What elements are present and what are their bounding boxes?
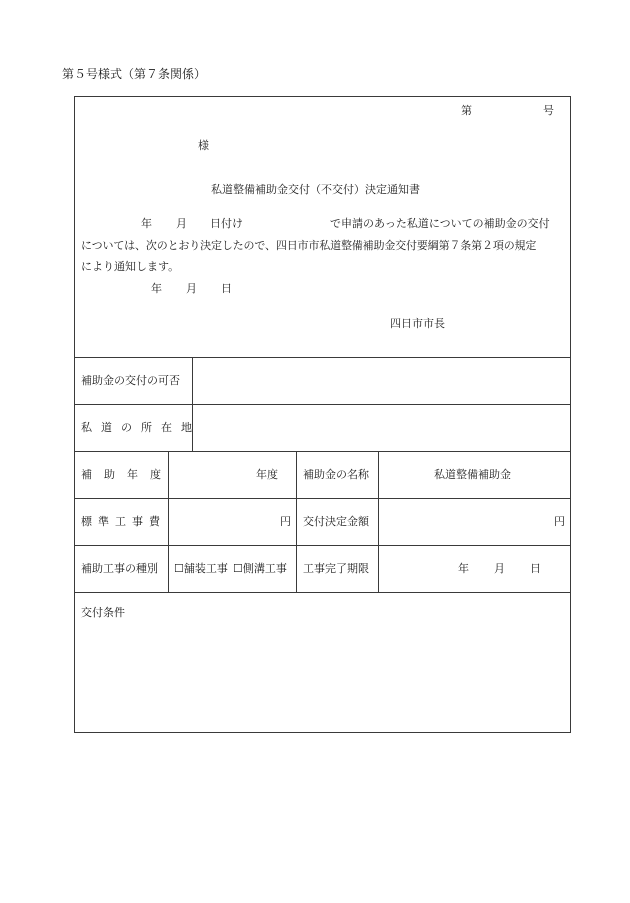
deadline-label: 工事完了期限 <box>303 562 369 575</box>
table-rule <box>74 451 571 452</box>
fiscal-year-unit: 年度 <box>256 468 278 481</box>
approval-value[interactable] <box>196 360 566 400</box>
deadline-month: 月 <box>494 562 505 575</box>
subsidy-name-label: 補助金の名称 <box>303 468 369 481</box>
table-rule <box>192 357 193 451</box>
subsidy-name-value: 私道整備補助金 <box>434 468 511 481</box>
table-rule <box>74 545 571 546</box>
deadline-day: 日 <box>530 562 541 575</box>
body-day: 日付け <box>210 217 243 230</box>
decided-amount-unit: 円 <box>554 515 565 528</box>
location-label: 私道の所在地 <box>81 421 201 434</box>
std-cost-label: 標準工事費 <box>81 515 166 528</box>
issuer: 四日市市長 <box>390 317 445 330</box>
document-title: 私道整備補助金交付（不交付）決定通知書 <box>211 183 420 196</box>
number-dai: 第 <box>461 104 472 117</box>
fiscal-year-label: 補助年度 <box>81 468 173 481</box>
table-rule <box>74 357 571 358</box>
form-label: 第５号様式（第７条関係） <box>62 67 207 81</box>
decided-amount-label: 交付決定金額 <box>303 515 369 528</box>
body-line3: により通知します。 <box>81 260 180 273</box>
number-go: 号 <box>543 104 554 117</box>
table-rule <box>74 404 571 405</box>
table-rule <box>296 451 297 592</box>
date-month: 月 <box>186 282 197 295</box>
body-line2: については、次のとおり決定したので、四日市市私道整備補助金交付要綱第７条第２項の規定 <box>81 239 537 252</box>
body-line1-rest: で申請のあった私道についての補助金の交付 <box>330 217 550 230</box>
addressee-sama: 様 <box>198 139 209 152</box>
conditions-label: 交付条件 <box>81 606 125 619</box>
date-day: 日 <box>221 282 232 295</box>
conditions-value[interactable] <box>80 625 565 727</box>
date-year: 年 <box>151 282 162 295</box>
work-type-paving-checkbox[interactable]: ☐舗装工事 <box>174 562 228 575</box>
location-value[interactable] <box>196 407 566 447</box>
approval-label: 補助金の交付の可否 <box>81 374 180 387</box>
body-month: 月 <box>176 217 187 230</box>
work-type-gutter-checkbox[interactable]: ☐側溝工事 <box>233 562 287 575</box>
table-rule <box>74 592 571 593</box>
std-cost-unit: 円 <box>280 515 291 528</box>
table-rule <box>74 498 571 499</box>
table-rule <box>378 451 379 592</box>
deadline-year: 年 <box>458 562 469 575</box>
work-type-label: 補助工事の種別 <box>81 562 158 575</box>
body-year: 年 <box>141 217 152 230</box>
